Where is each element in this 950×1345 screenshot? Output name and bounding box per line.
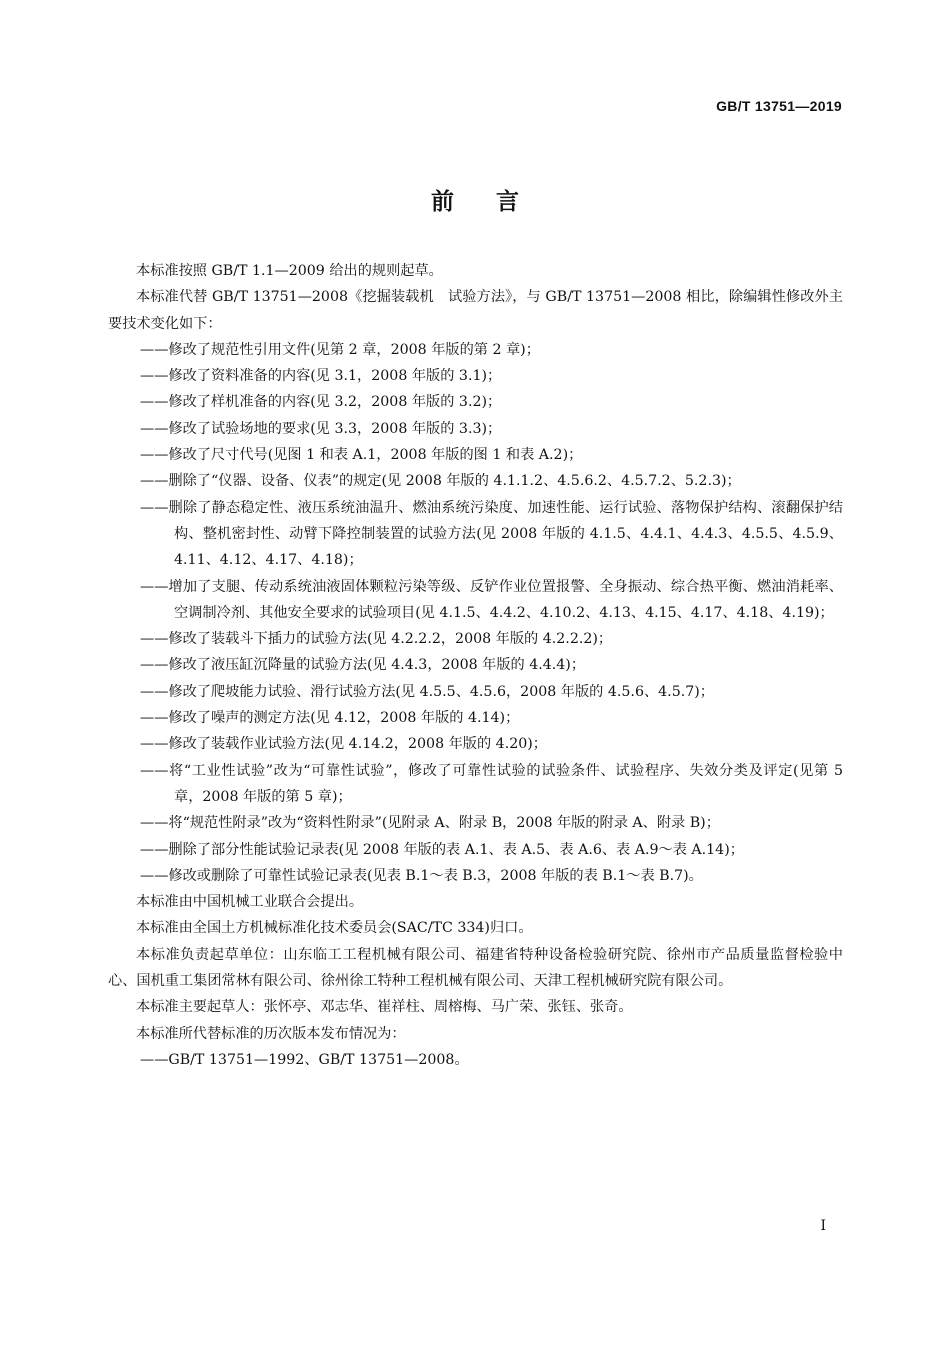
paragraph-history-intro: 本标准所代替标准的历次版本发布情况为： [136,1025,406,1042]
change-item: ——修改了液压缸沉降量的试验方法(见 4.4.3，2008 年版的 4.4.4)； [140,657,586,674]
change-item: ——删除了部分性能试验记录表(见 2008 年版的表 A.1、表 A.5、表 A.6、表 A.9～表 A.14)； [140,841,744,858]
history-item: ——GB/T 13751—1992、GB/T 13751—2008。 [140,1051,469,1068]
paragraph-drafters: 本标准主要起草人：张怀亭、邓志华、崔祥柱、周榕梅、马广荣、张钰、张奇。 [136,999,633,1016]
change-item: ——修改了试验场地的要求(见 3.3，2008 年版的 3.3)； [140,420,502,437]
change-item: ——删除了“仪器、设备、仪表”的规定(见 2008 年版的 4.1.1.2、4.5.6.2、4.5.7.2、5.2.3)； [140,473,741,490]
paragraph-drafting-units: 本标准负责起草单位：山东临工工程机械有限公司、福建省特种设备检验研究院、徐州市产品质量监督检验中心、国机重工集团常林有限公司、徐州徐工特种工程机械有限公司、天津工程机械研究院有限公司。 [108,946,843,990]
change-item: ——修改了装载作业试验方法(见 4.14.2，2008 年版的 4.20)； [140,736,547,753]
foreword-body [108,258,843,1073]
change-item: ——修改了资料准备的内容(见 3.1，2008 年版的 3.1)； [140,368,502,385]
change-item: ——删除了静态稳定性、液压系统油温升、燃油系统污染度、加速性能、运行试验、落物保护结构、滚翻保护结构、整机密封性、动臂下降控制装置的试验方法(见 2008 年版的 4.1.5、4.4.1、4.4.3、4.5.5、4.5.9、4.11、4.12、4.17、4.18)； [140,499,843,569]
paragraph-replacement: 本标准代替 GB/T 13751—2008《挖掘装载机 试验方法》，与 GB/T 13751—2008 相比，除编辑性修改外主要技术变化如下： [108,289,843,332]
change-item: ——修改了装载斗下插力的试验方法(见 4.2.2.2，2008 年版的 4.2.2.2)； [140,631,613,648]
change-item: ——修改了噪声的测定方法(见 4.12，2008 年版的 4.14)； [140,710,520,727]
change-item: ——修改了样机准备的内容(见 3.2，2008 年版的 3.2)； [140,394,502,411]
paragraph-drafting-rules: 本标准按照 GB/T 1.1—2009 给出的规则起草。 [136,263,443,279]
change-item: ——增加了支腿、传动系统油液固体颗粒污染等级、反铲作业位置报警、全身振动、综合热平衡、燃油消耗率、空调制冷剂、其他安全要求的试验项目(见 4.1.5、4.4.2、4.10.2、4.13、4.15、4.17、4.18、4.19)； [140,578,843,621]
change-item: ——修改或删除了可靠性试验记录表(见表 B.1～表 B.3，2008 年版的表 B.1～表 B.7)。 [140,867,703,884]
paragraph-proposer: 本标准由中国机械工业联合会提出。 [136,894,364,911]
change-item: ——修改了规范性引用文件(见第 2 章，2008 年版的第 2 章)； [140,341,540,358]
change-item: ——将“规范性附录”改为“资料性附录”(见附录 A、附录 B，2008 年版的附录 A、附录 B)； [140,815,720,832]
page-number: I [820,1218,826,1234]
paragraph-committee: 本标准由全国土方机械标准化技术委员会(SAC/TC 334)归口。 [136,920,533,937]
standard-number: GB/T 13751—2019 [716,98,842,114]
page-title: 前言 [431,189,561,215]
change-item: ——修改了尺寸代号(见图 1 和表 A.1，2008 年版的图 1 和表 A.2)； [140,447,583,464]
change-item: ——修改了爬坡能力试验、滑行试验方法(见 4.5.5、4.5.6，2008 年版的 4.5.6、4.5.7)； [140,683,714,700]
change-item: ——将“工业性试验”改为“可靠性试验”，修改了可靠性试验的试验条件、试验程序、失效分类及评定(见第 5 章，2008 年版的第 5 章)； [140,762,843,805]
